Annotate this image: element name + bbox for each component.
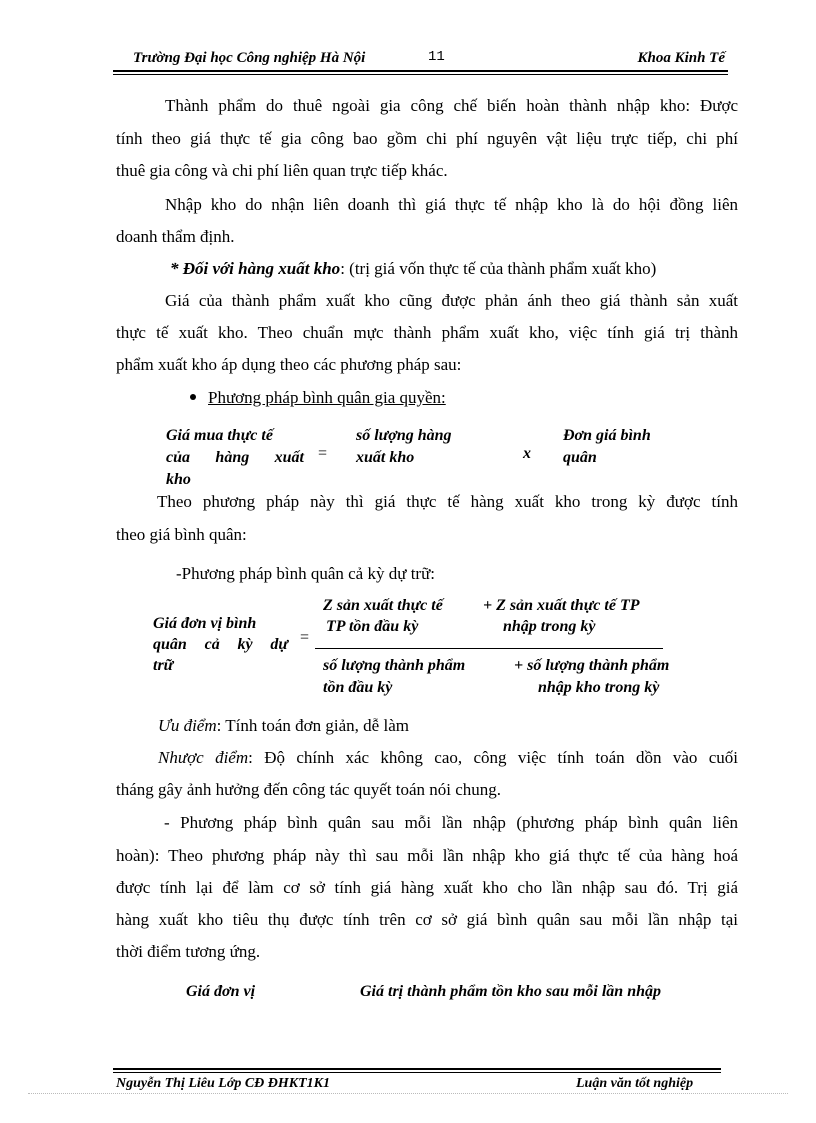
paragraph-line: thời điểm tương ứng. <box>116 942 261 961</box>
header-rule-thin <box>113 74 728 75</box>
formula1-term1-line: số lượng hàng <box>356 427 452 444</box>
disadvantages-label: Nhược điểm <box>158 748 249 767</box>
formula1-lhs-line: của hàng xuất <box>166 449 304 466</box>
paragraph-line: Giá của thành phẩm xuất kho cũng được phản ánh theo giá thành sản xuất <box>165 291 738 310</box>
bullet-text: Phương pháp bình quân gia quyền: <box>208 388 446 407</box>
page-edge-dots <box>28 1093 788 1094</box>
formula1-term1-line: xuất kho <box>356 449 415 466</box>
paragraph-line: Theo phương pháp này thì giá thực tế hàng xuất kho trong kỳ được tính <box>157 492 738 511</box>
section-heading-note: : (trị giá vốn thực tế của thành phẩm xuất kho) <box>340 259 657 278</box>
paragraph-line: được tính lại để làm cơ sở tính giá hàng xuất kho cho lần nhập sau đó. Trị giá <box>116 878 738 897</box>
paragraph-line: thực tế xuất kho. Theo chuẩn mực thành phẩm xuất kho, việc tính giá trị thành <box>116 323 738 342</box>
formula2-denominator-a: tồn đầu kỳ <box>323 679 393 696</box>
formula2-numerator-a: Z sản xuất thực tế <box>323 597 443 614</box>
section-heading-bold: * Đối với hàng xuất kho <box>170 259 341 278</box>
paragraph-line: Nhập kho do nhận liên doanh thì giá thực tế nhập kho là do hội đồng liên <box>165 195 738 214</box>
formula2-fraction-bar <box>315 648 663 649</box>
formula1-term2-line: Đơn giá bình <box>563 427 651 444</box>
formula3-lhs: Giá đơn vị <box>186 983 256 1000</box>
header-page-number: 11 <box>428 49 445 65</box>
paragraph-line: tháng gây ảnh hưởng đến công tác quyết toán nói chung. <box>116 780 502 799</box>
header-rule <box>113 70 728 72</box>
advantages-text: : Tính toán đơn giản, dễ làm <box>216 716 409 735</box>
paragraph-line: hàng xuất kho tiêu thụ được tính trên cơ sở giá bình quân sau mỗi lần nhập tại <box>116 910 738 929</box>
header-school: Trường Đại học Công nghiệp Hà Nội <box>133 50 366 66</box>
formula2-lhs-line: trữ <box>153 657 174 674</box>
formula2-denominator-b: nhập kho trong kỳ <box>538 679 660 696</box>
method-heading: -Phương pháp bình quân cả kỳ dự trữ: <box>176 564 436 583</box>
footer-rule <box>113 1068 721 1070</box>
formula2-numerator-b: + Z sản xuất thực tế TP <box>483 597 640 614</box>
paragraph-line: phẩm xuất kho áp dụng theo các phương pháp sau: <box>116 355 462 374</box>
formula2-denominator-a: số lượng thành phẩm <box>323 657 466 674</box>
disadvantages-line <box>158 748 738 768</box>
footer-doc-type: Luận văn tốt nghiệp <box>576 1076 694 1091</box>
paragraph-line: theo giá bình quân: <box>116 525 247 544</box>
header-faculty: Khoa Kinh Tế <box>637 50 725 66</box>
paragraph-line: tính theo giá thực tế gia công bao gồm chi phí nguyên vật liệu trực tiếp, chi phí <box>116 129 738 148</box>
paragraph-line: - Phương pháp bình quân sau mỗi lần nhập (phương pháp bình quân liên <box>164 813 738 832</box>
footer-author: Nguyễn Thị Liêu Lớp CĐ ĐHKT1K1 <box>116 1076 331 1091</box>
paragraph-line: doanh thẩm định. <box>116 227 235 246</box>
paragraph-line: hoàn): Theo phương pháp này thì sau mỗi lần nhập kho giá thực tế của hàng hoá <box>116 846 738 865</box>
disadvantages-text: : Độ chính xác không cao, công việc tính toán dồn vào cuối <box>248 748 738 767</box>
paragraph-line: thuê gia công và chi phí liên quan trực tiếp khác. <box>116 161 448 180</box>
bullet-dot-icon <box>190 394 196 400</box>
formula1-times: x <box>523 445 531 462</box>
formula2-lhs-line: Giá đơn vị bình <box>153 615 257 632</box>
formula1-lhs-line: Giá mua thực tế <box>166 427 273 444</box>
formula2-numerator-b: nhập trong kỳ <box>503 618 596 635</box>
formula2-lhs-line: quân cả kỳ dự <box>153 636 288 653</box>
formula3-rhs: Giá trị thành phẩm tồn kho sau mỗi lần nhập <box>360 983 661 1000</box>
formula1-lhs-line: kho <box>166 471 191 488</box>
footer-rule-thin <box>113 1072 721 1073</box>
paragraph-line: Thành phẩm do thuê ngoài gia công chế biến hoàn thành nhập kho: Được <box>165 96 738 115</box>
formula1-equals: = <box>318 445 328 462</box>
advantages-line <box>158 716 409 736</box>
bullet-item <box>190 388 446 408</box>
section-heading <box>170 259 656 279</box>
advantages-label: Ưu điểm <box>158 716 217 735</box>
page-header <box>133 48 725 70</box>
formula2-equals: = <box>300 629 310 646</box>
formula1-term2-line: quân <box>563 449 597 466</box>
formula2-denominator-b: + số lượng thành phẩm <box>514 657 670 674</box>
formula2-numerator-a: TP tồn đầu kỳ <box>326 618 419 635</box>
